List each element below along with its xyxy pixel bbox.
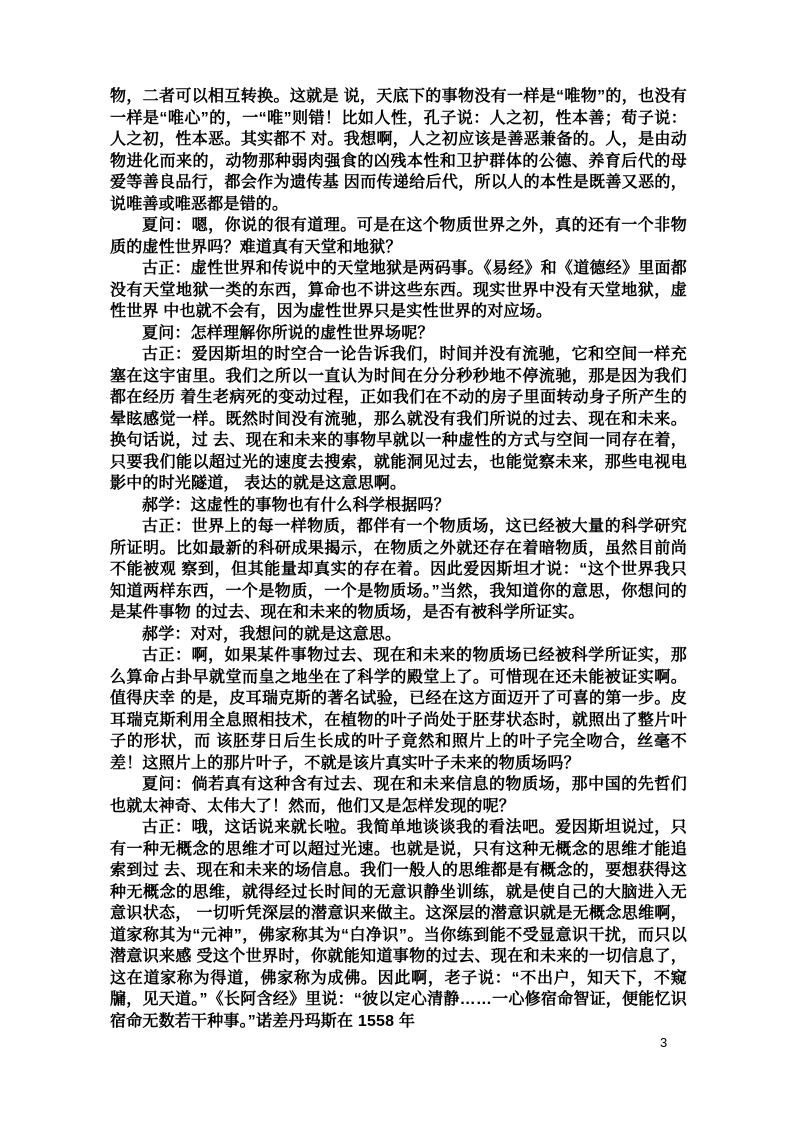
paragraph-dialogue: 古正：世界上的每一样物质，都伴有一个物质场，这已经被大量的科学研究所证明。比如最新的科研成果揭示，在物质之外就还存在着暗物质，虽然目前尚不能被观 察到，但其能量却真实的存在着。因此爱因斯坦才说：“这个世界我只知道两样东西，一个是物质，一个是物质场。”当然，我知道你的意思，你想问的是某件事物 的过去、现在和未来的物质场，是否有被科学所证实。 [110,518,687,621]
paragraph-dialogue: 古正：虚性世界和传说中的天堂地狱是两码事。《易经》和《道德经》里面都没有天堂地狱一类的东西，算命也不讲这些东西。现实世界中没有天堂地狱，虚性世界 中也就不会有，因为虚性世界只是实性世界的对应场。 [110,260,687,320]
paragraph-dialogue: 古正：啊，如果某件事物过去、现在和未来的物质场已经被科学所证实，那么算命占卦早就堂而皇之地坐在了科学的殿堂上了。可惜现在还未能被证实啊。值得庆幸 的是，皮耳瑞克斯的著名试验，已经在这方面迈开了可喜的第一步。皮耳瑞克斯利用全息照相技术，在植物的叶子尚处于胚芽状态时，就照出了整片叶子的形状，而 该胚芽日后生长成的叶子竟然和照片上的叶子完全吻合，丝毫不差！这照片上的那片叶子，不就是该片真实叶子未来的物质场吗？ [110,647,687,772]
paragraph-dialogue: 夏问：嗯，你说的很有道理。可是在这个物质世界之外，真的还有一个非物质的虚性世界吗？难道真有天堂和地狱？ [110,217,687,256]
paragraph-dialogue: 郝学：对对，我想问的就是这意思。 [142,625,402,643]
body-text [110,86,687,1032]
paragraph-continuation: 物，二者可以相互转换。这就是 说，天底下的事物没有一样是“唯物”的，也没有一样是“唯心”的，一“唯”则错！比如人性，孔子说：人之初，性本善；荀子说：人之初，性本恶。其实都不 对。我想啊，人之初应该是善恶兼备的。人，是由动物进化而来的，动物那种弱肉强食的凶残本性和卫护群体的公德、养育后代的母爱等善良品行，都会作为遗传基 因而传递给后代，所以人的本性是既善又恶的，说唯善或唯恶都是错的。 [110,88,687,213]
paragraph-dialogue: 郝学：这虚性的事物也有什么科学根据吗？ [142,496,450,514]
page-number: 3 [660,1035,668,1050]
paragraph-dialogue: 夏问：怎样理解你所说的虚性世界场呢？ [142,324,434,342]
paragraph-dialogue: 夏问：倘若真有这种含有过去、现在和未来信息的物质场，那中国的先哲们也就太神奇、太伟大了！然而，他们又是怎样发现的呢？ [110,776,687,815]
paragraph-dialogue: 古正：爱因斯坦的时空合一论告诉我们，时间并没有流驰，它和空间一样充塞在这宇宙里。我们之所以一直认为时间在分分秒秒地不停流驰，那是因为我们都在经历 着生老病死的变动过程，正如我们在不动的房子里面转动身子所产生的晕眩感觉一样。既然时间没有流驰，那么就没有我们所说的过去、现在和未来。换句话说，过 去、现在和未来的事物早就以一种虚性的方式与空间一同存在着，只要我们能以超过光的速度去搜索，就能洞见过去，也能觉察未来，那些电视电影中的时光隧道， 表达的就是这意思啊。 [110,346,687,492]
paragraph-dialogue: 古正：哦，这话说来就长啦。我简单地谈谈我的看法吧。爱因斯坦说过，只有一种无概念的思维才可以超过光速。也就是说，只有这种无概念的思维才能追索到过 去、现在和未来的场信息。我们一般人的思维都是有概念的，要想获得这种无概念的思维，就得经过长时间的无意识静坐训练，就是使自己的大脑进入无意识状态， 一切听凭深层的潜意识来做主。这深层的潜意识就是无概念思维啊，道家称其为“元神”，佛家称其为“白净识”。当你练到能不受显意识干扰，而只以潜意识来感 受这个世界时，你就能知道事物的过去、现在和未来的一切信息了，这在道家称为得道，佛家称为成佛。因此啊，老子说：“不出户，知天下，不窥牖，见天道。”《长阿含经》里说：“彼以定心清静……一心修宿命智证，便能忆识宿命无数若干种事。”诺差丹玛斯在 1558 年 [110,819,687,1030]
